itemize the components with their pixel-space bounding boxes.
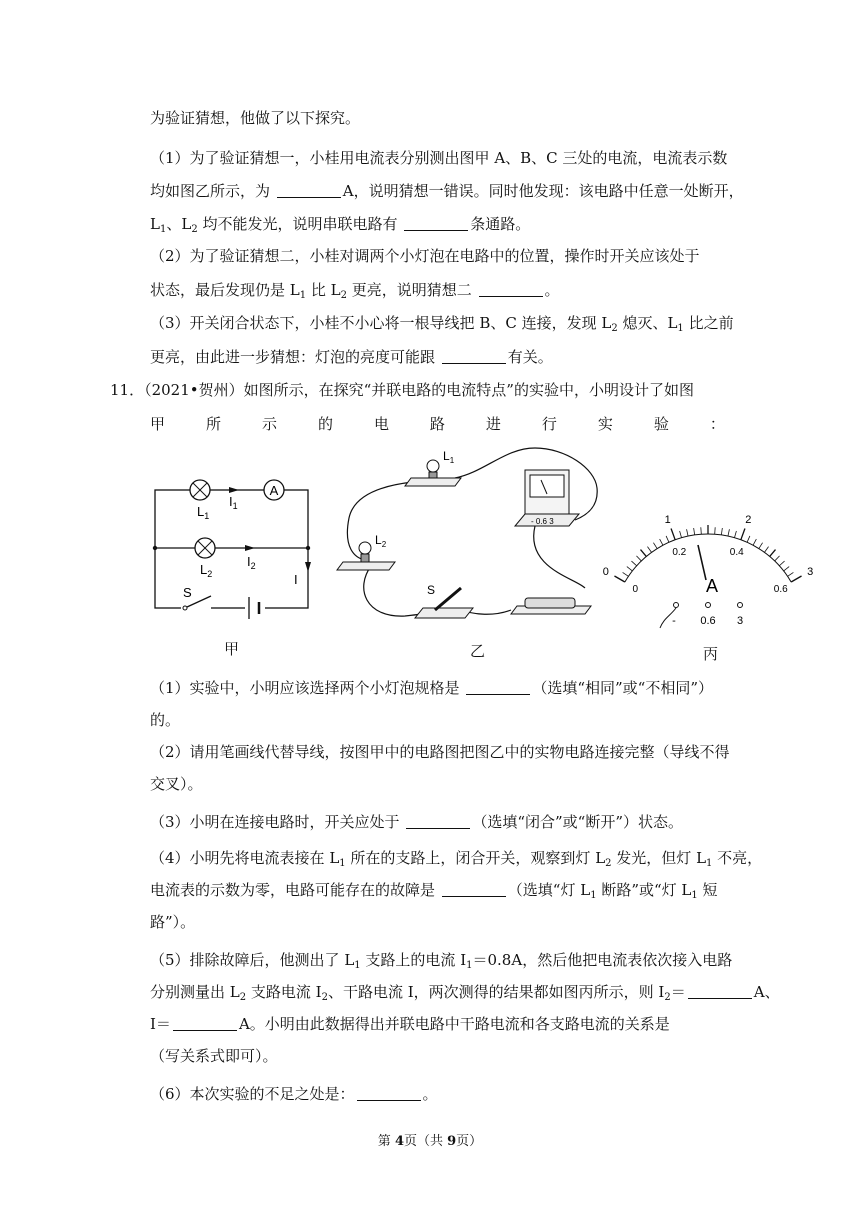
answer-blank[interactable] bbox=[688, 984, 752, 999]
dial-tick bbox=[779, 561, 784, 566]
terminal-3: 3 bbox=[736, 615, 744, 627]
dial-label-bottom: 0.6 bbox=[773, 584, 788, 595]
dial-tick bbox=[680, 531, 682, 538]
dial-label-bottom: 0 bbox=[632, 584, 639, 595]
answer-blank[interactable] bbox=[442, 349, 506, 364]
answer-blank[interactable] bbox=[173, 1016, 237, 1031]
dial-label-top: 2 bbox=[745, 514, 752, 527]
label-i2: $I_2$ bbox=[247, 554, 256, 571]
dial-unit: A bbox=[705, 576, 719, 596]
label-l2: $L_2$ bbox=[375, 533, 387, 549]
text-line: 均如图乙所示，为 A，说明猜想一错误。同时他发现：该电路中任意一处断开， bbox=[150, 182, 744, 200]
dial-tick bbox=[788, 572, 794, 576]
label-i: I bbox=[294, 572, 298, 587]
text-line: I＝ A。小明由此数据得出并联电路中干路电流和各支路电流的关系是 bbox=[150, 1015, 670, 1033]
dial-tick bbox=[623, 572, 629, 576]
dial-label-top: 0 bbox=[602, 566, 609, 578]
dial-tick bbox=[647, 547, 651, 553]
dial-label-top: 3 bbox=[807, 566, 814, 578]
label-i1: $I_1$ bbox=[229, 494, 238, 511]
dial-needle bbox=[698, 545, 706, 580]
answer-blank[interactable] bbox=[442, 882, 506, 897]
dial-tick bbox=[775, 556, 780, 561]
text-line: （1）为了验证猜想一，小桂用电流表分别测出图甲 A、B、C 三处的电流，电流表示数 bbox=[150, 149, 728, 167]
text-line: （2）为了验证猜想二，小桂对调两个小灯泡在电路中的位置，操作时开关应该处于 bbox=[150, 247, 700, 265]
ammeter-label: A bbox=[269, 483, 279, 498]
dial-tick bbox=[721, 528, 722, 535]
dial-tick bbox=[759, 543, 763, 549]
text-line: 为验证猜想，他做了以下探究。 bbox=[150, 109, 361, 127]
dial-tick bbox=[728, 529, 729, 536]
dial-tick bbox=[694, 528, 695, 535]
text-line: （6）本次实验的不足之处是： 。 bbox=[150, 1085, 438, 1103]
caption-yi: 乙 bbox=[470, 642, 486, 660]
dial-tick bbox=[753, 539, 756, 545]
text-line: （3）小明在连接电路时，开关应处于 （选填“闭合”或“断开”）状态。 bbox=[150, 813, 684, 831]
text-line: 状态，最后发现仍是 $L_1$ 比 $L_2$ 更亮，说明猜想二 。 bbox=[150, 281, 560, 301]
dial-label-bottom: 0.2 bbox=[672, 547, 687, 559]
meter-terminals: - 0.6 3 bbox=[531, 517, 554, 526]
label-l2: $L_2$ bbox=[200, 562, 213, 579]
dial-tick bbox=[666, 536, 669, 542]
ammeter-dial-bing bbox=[602, 500, 814, 640]
answer-blank[interactable] bbox=[406, 814, 470, 829]
dial-tick bbox=[627, 567, 633, 571]
label-s: S bbox=[183, 585, 192, 600]
lamp-l2-device bbox=[337, 533, 395, 570]
text-line: 甲 所 示 的 电 路 进 行 实 验 ： bbox=[150, 415, 725, 433]
answer-blank[interactable] bbox=[357, 1086, 421, 1101]
dial-tick bbox=[636, 556, 641, 561]
text-line: 电流表的示数为零，电路可能存在的故障是 （选填“灯 $L_1$ 断路”或“灯 $L_1$ 短 bbox=[150, 881, 718, 901]
label-l1: $L_1$ bbox=[197, 504, 210, 521]
ammeter-device bbox=[515, 470, 579, 526]
dial-tick bbox=[764, 547, 768, 553]
dial-tick bbox=[784, 567, 790, 571]
dial-tick bbox=[687, 529, 688, 536]
dial-tick bbox=[653, 543, 657, 549]
lamp-l1-device bbox=[405, 449, 461, 486]
dial-tick bbox=[660, 539, 663, 545]
text-line: 路”）。 bbox=[150, 913, 196, 931]
terminal-0-6: 0.6 bbox=[700, 615, 716, 627]
answer-blank[interactable] bbox=[479, 282, 543, 297]
dial-tick bbox=[734, 531, 736, 538]
text-line: （3）开关闭合状态下，小桂不小心将一根导线把 B、C 连接，发现 $L_2$ 熄灭、$L_1$ 比之前 bbox=[150, 314, 734, 334]
text-line: （5）排除故障后，他测出了 $L_1$ 支路上的电流 $I_1=0.8A$，然后他把电流表依次接入电路 bbox=[150, 951, 733, 971]
text-line: $L_1$、$L_2$ 均不能发光，说明串联电路有 条通路。 bbox=[150, 215, 531, 235]
text-line: 分别测量出 $L_2$ 支路电流 $I_2$、干路电流 I，两次测得的结果都如图丙所示，则 $I_2= A$、 bbox=[150, 983, 780, 1003]
text-line: 的。 bbox=[150, 711, 181, 729]
text-line: （2）请用笔画线代替导线，按图甲中的电路图把图乙中的实物电路连接完整（导线不得 bbox=[150, 743, 730, 761]
dial-tick bbox=[671, 529, 675, 540]
battery-device bbox=[511, 598, 591, 614]
text-line: 交叉）。 bbox=[150, 775, 203, 793]
text-line: （写关系式即可）。 bbox=[150, 1047, 278, 1065]
caption-jia: 甲 bbox=[224, 640, 240, 658]
question-11: 11．（2021•贺州）如图所示，在探究“并联电路的电流特点”的实验中，小明设计了如图 bbox=[110, 381, 694, 399]
text-line: （1）实验中，小明应该选择两个小灯泡规格是 （选填“相同”或“不相同”） bbox=[150, 679, 714, 697]
dial-tick bbox=[791, 576, 801, 582]
dial-tick bbox=[770, 550, 776, 557]
switch-device bbox=[415, 583, 473, 618]
label-l1: $L_1$ bbox=[443, 449, 455, 465]
dial-tick bbox=[741, 529, 745, 540]
dial-label-bottom: 0.4 bbox=[729, 547, 744, 559]
caption-bing: 丙 bbox=[703, 645, 719, 663]
dial-label-top: 1 bbox=[664, 514, 671, 527]
dial-tick bbox=[641, 550, 647, 557]
dial-tick bbox=[614, 576, 624, 582]
physical-circuit-yi bbox=[335, 448, 615, 630]
text-line: （4）小明先将电流表接在 $L_1$ 所在的支路上，闭合开关，观察到灯 $L_2$ 发光，但灯 $L_1$ 不亮， bbox=[150, 849, 763, 869]
answer-blank[interactable] bbox=[277, 183, 341, 198]
dial-tick bbox=[631, 561, 636, 566]
page-footer: 第 4页（共 9页） bbox=[377, 1134, 483, 1149]
answer-blank[interactable] bbox=[466, 680, 530, 695]
text-line: 更亮，由此进一步猜想：灯泡的亮度可能跟 有关。 bbox=[150, 348, 553, 366]
label-s: S bbox=[427, 583, 436, 597]
circuit-diagram-jia bbox=[145, 470, 320, 620]
answer-blank[interactable] bbox=[404, 216, 468, 231]
terminal-neg: - bbox=[672, 615, 676, 627]
dial-tick bbox=[747, 536, 750, 542]
